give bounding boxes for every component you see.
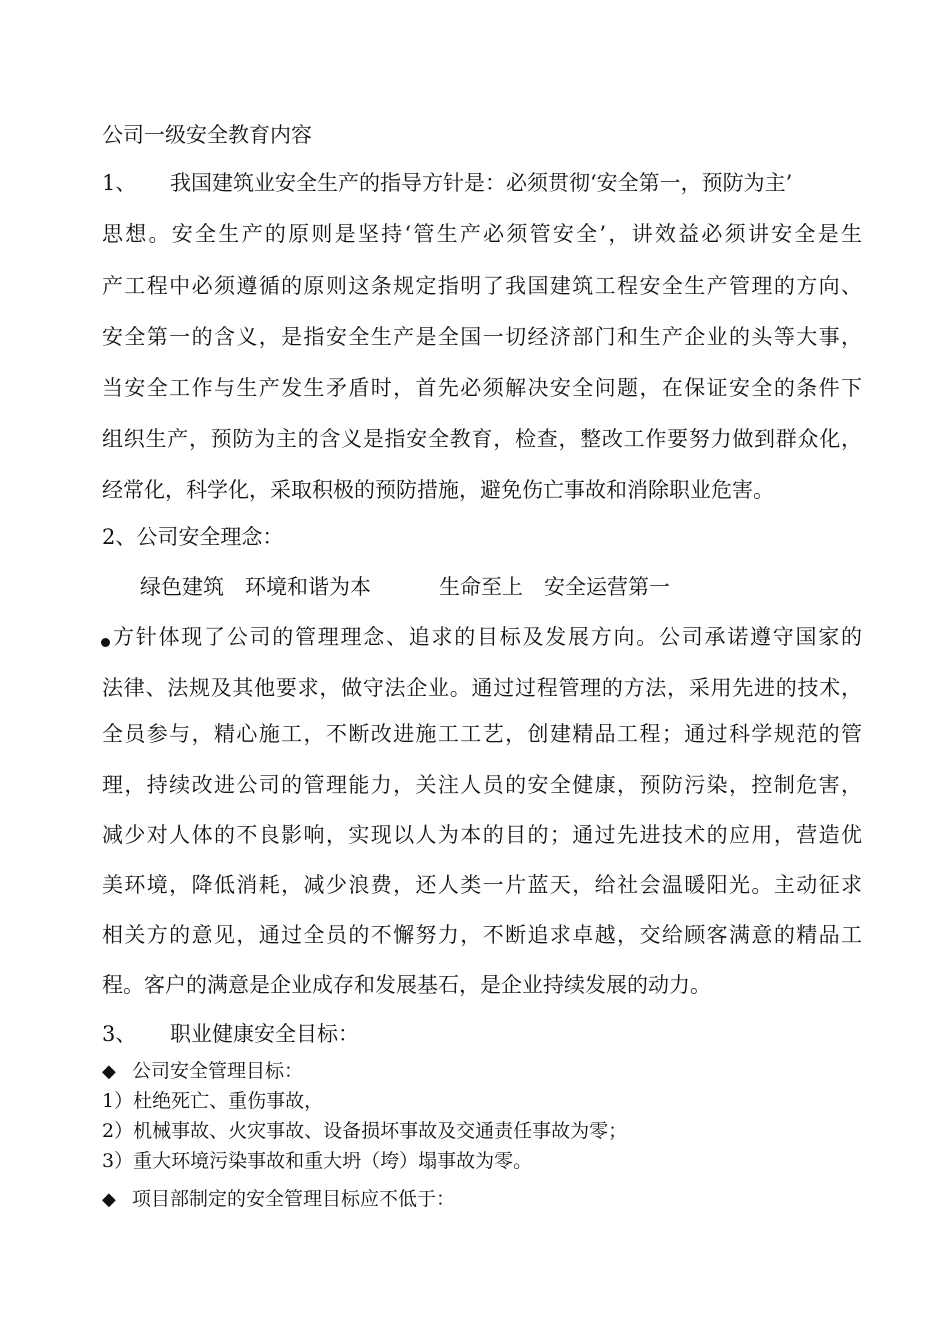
goal-item: 1）杜绝死亡、重伤事故， [102, 1090, 324, 1112]
paragraph-line: 产工程中必须遵循的原则这条规定指明了我国建筑工程安全生产管理的方向、 [102, 274, 862, 298]
bullet-text: 项目部制定的安全管理目标应不低于： [132, 1188, 456, 1210]
slogan-line [140, 572, 900, 602]
paragraph-line: 组织生产，预防为主的含义是指安全教育，检查，整改工作要努力做到群众化， [102, 427, 862, 451]
paragraph-line: 法律、法规及其他要求，做守法企业。通过过程管理的方法，采用先进的技术， [102, 676, 862, 700]
slogan-b: 生命至上 安全运营第一 [439, 575, 670, 599]
paragraph-line: 经常化，科学化，采取积极的预防措施，避免伤亡事故和消除职业危害。 [102, 478, 774, 502]
paragraph-line: 全员参与，精心施工，不断改进施工工艺，创建精品工程；通过科学规范的管 [102, 722, 862, 746]
bullet-item [102, 1185, 862, 1214]
diamond-bullet-icon: ◆ [102, 1061, 116, 1082]
paragraph-line: 减少对人体的不良影响，实现以人为本的目的；通过先进技术的应用，营造优 [102, 823, 862, 847]
section-3-title: 职业健康安全目标： [170, 1022, 359, 1046]
slogan-a: 绿色建筑 环境和谐为本 [140, 575, 371, 599]
paragraph-line: 安全第一的含义，是指安全生产是全国一切经济部门和生产企业的头等大事， [102, 325, 862, 349]
paragraph-line: 我国建筑业安全生产的指导方针是：必须贯彻‘安全第一，预防为主’ [170, 171, 793, 195]
paragraph-line: 思想。安全生产的原则是坚持‘管生产必须管安全’，讲效益必须讲安全是生 [102, 222, 862, 246]
diamond-bullet-icon: ◆ [102, 1189, 116, 1210]
goal-item: 3）重大环境污染事故和重大坍（垮）塌事故为零。 [102, 1150, 533, 1172]
section-1-number: 1、 [102, 171, 137, 195]
paragraph-line: 当安全工作与生产发生矛盾时，首先必须解决安全问题，在保证安全的条件下 [102, 376, 862, 400]
paragraph-line: 相关方的意见，通过全员的不懈努力，不断追求卓越，交给顾客满意的精品工 [102, 923, 862, 947]
paragraph-line: 程。客户的满意是企业成存和发展基石，是企业持续发展的动力。 [102, 973, 711, 997]
section-1-first-line [102, 168, 862, 198]
bullet-item [102, 1057, 862, 1086]
paragraph-line: 理，持续改进公司的管理能力，关注人员的安全健康，预防污染，控制危害， [102, 773, 862, 797]
section-3-heading [102, 1019, 862, 1049]
paragraph-line: 方针体现了公司的管理理念、追求的目标及发展方向。公司承诺遵守国家的 [113, 625, 862, 649]
section-3-number: 3、 [102, 1022, 137, 1046]
bullet-dot-icon [101, 638, 110, 647]
section-2-heading: 2、公司安全理念： [102, 525, 284, 549]
paragraph-line: 美环境，降低消耗，减少浪费，还人类一片蓝天，给社会温暖阳光。主动征求 [102, 873, 862, 897]
document-title: 公司一级安全教育内容 [102, 123, 312, 147]
goal-item: 2）机械事故、火灾事故、设备损坏事故及交通责任事故为零； [102, 1120, 628, 1142]
bullet-text: 公司安全管理目标： [132, 1060, 304, 1082]
